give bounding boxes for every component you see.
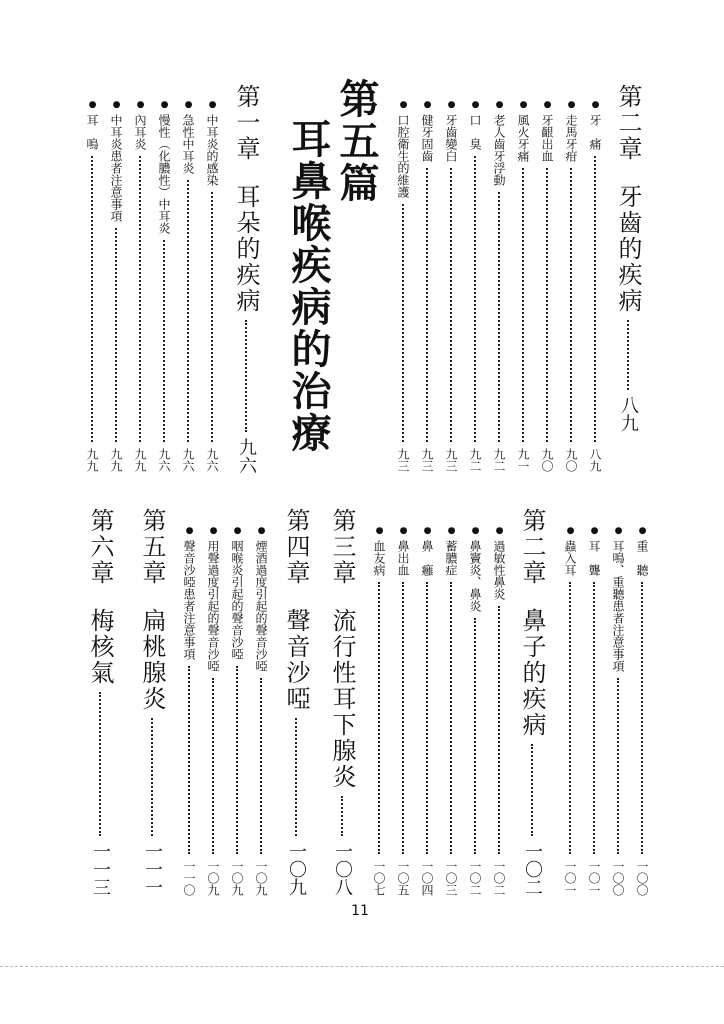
bullet-icon: ● <box>422 526 433 536</box>
bullet-icon: ● <box>565 526 576 536</box>
dot-leader <box>522 168 524 442</box>
item-title: 煙酒過度引起的聲音沙啞 <box>254 540 268 672</box>
item-title: 過敏性鼻炎 <box>492 540 506 600</box>
page-number: 一〇〇 <box>611 860 625 896</box>
page-number: 一〇二 <box>522 842 543 896</box>
toc-item[interactable] <box>469 100 481 472</box>
bullet-icon: ● <box>135 100 146 110</box>
chapter-label: 第二章 <box>518 508 546 586</box>
toc-item[interactable] <box>493 100 505 472</box>
item-title: 耳 鳴 <box>85 114 99 150</box>
scan-edge-divider <box>0 966 724 971</box>
dot-leader <box>474 156 476 442</box>
chapter-title: 扁桃腺炎 <box>138 608 166 712</box>
page-number: 一〇五 <box>396 860 410 896</box>
item-title: 血友病 <box>372 540 386 576</box>
toc-chapter-globus[interactable] <box>88 508 112 896</box>
item-title: 鼻 癰 <box>420 540 434 576</box>
toc-item[interactable] <box>589 100 601 472</box>
page-number: 一〇四 <box>420 860 434 896</box>
bullet-icon: ● <box>518 100 529 110</box>
dot-leader <box>99 692 101 836</box>
toc-item[interactable] <box>612 526 624 896</box>
toc-chapter-mumps[interactable] <box>330 508 354 896</box>
bullet-icon: ● <box>542 100 553 110</box>
page-number: 一〇九 <box>254 860 268 896</box>
toc-item[interactable] <box>231 526 243 896</box>
dot-leader <box>474 618 476 854</box>
item-title: 口 臭 <box>468 114 482 150</box>
toc-item[interactable] <box>183 526 195 896</box>
dot-leader <box>151 718 153 836</box>
dot-leader <box>163 240 165 442</box>
dot-leader <box>211 192 213 442</box>
dot-leader <box>402 582 404 854</box>
chapter-label: 第四章 <box>282 508 310 586</box>
item-title: 走馬牙疳 <box>564 114 578 162</box>
bullet-icon: ● <box>446 100 457 110</box>
item-title: 口腔衛生的維護 <box>396 114 410 198</box>
chapter-label: 第六章 <box>86 508 114 586</box>
page-number: 九九 <box>85 448 99 472</box>
page-number: 九〇 <box>540 448 554 472</box>
toc-item[interactable] <box>469 526 481 896</box>
dot-leader <box>188 666 190 854</box>
toc-item[interactable] <box>255 526 267 896</box>
item-title: 重 聽 <box>635 540 649 576</box>
page-number: 一〇一 <box>587 860 601 896</box>
item-title: 中耳炎的感染 <box>205 114 219 186</box>
bullet-icon: ● <box>422 100 433 110</box>
page-number: 一〇九 <box>206 860 220 896</box>
item-title: 牙齒變白 <box>444 114 458 162</box>
dot-leader <box>341 796 343 836</box>
item-title: 鼻竇炎、鼻炎 <box>468 540 482 612</box>
toc-item[interactable] <box>158 100 170 472</box>
page-number: 一〇九 <box>230 860 244 896</box>
dot-leader <box>115 228 117 442</box>
dot-leader <box>260 678 262 854</box>
item-title: 鼻出血 <box>396 540 410 576</box>
page-number: 九六 <box>181 448 195 472</box>
dot-leader <box>426 582 428 854</box>
toc-item[interactable] <box>397 526 409 896</box>
page-number: 一〇〇 <box>635 860 649 896</box>
item-title: 中耳炎患者注意事項 <box>109 114 123 222</box>
toc-item[interactable] <box>445 100 457 472</box>
item-title: 風火牙痛 <box>516 114 530 162</box>
bullet-icon: ● <box>398 526 409 536</box>
chapter-title: 牙齒的疾病 <box>614 184 642 314</box>
dot-leader <box>641 582 643 854</box>
item-title: 急性中耳炎 <box>181 114 195 174</box>
page-footer-number: 11 <box>351 903 369 919</box>
toc-item[interactable] <box>397 100 409 472</box>
item-title: 耳鳴、重聽患者注意事項 <box>611 540 625 672</box>
dot-leader <box>295 718 297 836</box>
bullet-icon: ● <box>87 100 98 110</box>
page-number: 八九 <box>618 396 639 432</box>
dot-leader <box>546 168 548 442</box>
bullet-icon: ● <box>184 526 195 536</box>
bullet-icon: ● <box>589 526 600 536</box>
toc-item[interactable] <box>373 526 385 896</box>
dot-leader <box>531 744 533 836</box>
dot-leader <box>594 156 596 442</box>
page-number: 一〇一 <box>563 860 577 896</box>
toc-item[interactable] <box>110 100 122 472</box>
bullet-icon: ● <box>111 100 122 110</box>
dot-leader <box>187 180 189 442</box>
page-number: 九六 <box>205 448 219 472</box>
bullet-icon: ● <box>207 100 218 110</box>
toc-chapter-nose[interactable] <box>520 508 544 896</box>
item-title: 蟲入耳 <box>563 540 577 576</box>
toc-item[interactable] <box>445 526 457 896</box>
chapter-label: 第一章 <box>232 84 260 162</box>
dot-leader <box>402 204 404 442</box>
item-title: 耳 聾 <box>587 540 601 576</box>
chapter-title: 流行性耳下腺炎 <box>328 608 356 790</box>
chapter-label: 第二章 <box>614 84 642 162</box>
bullet-icon: ● <box>159 100 170 110</box>
toc-item[interactable] <box>564 526 576 896</box>
page-number: 一〇七 <box>372 860 386 896</box>
chapter-label: 第五章 <box>138 508 166 586</box>
toc-item[interactable] <box>565 100 577 472</box>
toc-item[interactable] <box>636 526 648 896</box>
page-number: 一〇三 <box>444 860 458 896</box>
page-number: 九三 <box>420 448 434 472</box>
toc-item[interactable] <box>517 100 529 472</box>
dot-leader <box>236 666 238 854</box>
page-number: 一〇九 <box>286 842 307 896</box>
dot-leader <box>570 168 572 442</box>
item-title: 用聲過度引起的聲音沙啞 <box>206 540 220 672</box>
item-title: 慢性（化膿性）中耳炎 <box>157 114 171 234</box>
toc-item[interactable] <box>134 100 146 472</box>
toc-item[interactable] <box>588 526 600 896</box>
toc-item[interactable] <box>86 100 98 472</box>
bullet-icon: ● <box>256 526 267 536</box>
toc-item[interactable] <box>421 100 433 472</box>
bullet-icon: ● <box>613 526 624 536</box>
page-number: 一一三 <box>90 842 111 896</box>
bullet-icon: ● <box>183 100 194 110</box>
dot-leader <box>91 156 93 442</box>
bullet-icon: ● <box>566 100 577 110</box>
bullet-icon: ● <box>374 526 385 536</box>
dot-leader <box>627 320 629 390</box>
toc-item[interactable] <box>206 100 218 472</box>
page-number: 九二 <box>492 448 506 472</box>
item-title: 牙 痛 <box>588 114 602 150</box>
chapter-title: 聲音沙啞 <box>282 608 310 712</box>
page-number: 一〇二 <box>468 860 482 896</box>
dot-leader <box>569 582 571 854</box>
bullet-icon: ● <box>470 526 481 536</box>
item-title: 聲音沙啞患者注意事項 <box>182 540 196 660</box>
bullet-icon: ● <box>208 526 219 536</box>
dot-leader <box>593 582 595 854</box>
item-title: 牙齦出血 <box>540 114 554 162</box>
toc-item[interactable] <box>421 526 433 896</box>
part-title: 耳鼻喉疾病的治療 <box>285 118 331 454</box>
part-label: 第五篇 <box>333 78 379 204</box>
bullet-icon: ● <box>494 100 505 110</box>
dot-leader <box>426 168 428 442</box>
page-number: 九一 <box>516 448 530 472</box>
dot-leader <box>139 156 141 442</box>
page-number: 九〇 <box>564 448 578 472</box>
toc-chapter-tonsillitis[interactable] <box>140 508 164 896</box>
page-number: 一〇八 <box>332 842 353 896</box>
page-number: 八九 <box>588 448 602 472</box>
chapter-label: 第三章 <box>328 508 356 586</box>
dot-leader <box>617 678 619 854</box>
page-number: 九九 <box>109 448 123 472</box>
chapter-title: 梅核氣 <box>86 608 114 686</box>
dot-leader <box>450 168 452 442</box>
dot-leader <box>498 606 500 854</box>
page-number: 九九 <box>133 448 147 472</box>
bullet-icon: ● <box>232 526 243 536</box>
toc-chapter-ear[interactable] <box>234 84 258 474</box>
toc-item[interactable] <box>182 100 194 472</box>
page-number: 一一一 <box>142 842 163 896</box>
item-title: 蓄膿症 <box>444 540 458 576</box>
toc-item[interactable] <box>541 100 553 472</box>
bullet-icon: ● <box>637 526 648 536</box>
bullet-icon: ● <box>494 526 505 536</box>
item-title: 咽喉炎引起的聲音沙啞 <box>230 540 244 660</box>
page-number: 一〇二 <box>492 860 506 896</box>
page-number: 一一〇 <box>182 860 196 896</box>
bullet-icon: ● <box>590 100 601 110</box>
dot-leader <box>450 582 452 854</box>
chapter-title: 耳朵的疾病 <box>232 184 260 314</box>
chapter-title: 鼻子的疾病 <box>518 608 546 738</box>
dot-leader <box>245 320 247 432</box>
item-title: 老人齒牙浮動 <box>492 114 506 186</box>
toc-chapter-hoarseness[interactable] <box>284 508 308 896</box>
bullet-icon: ● <box>398 100 409 110</box>
item-title: 健牙固齒 <box>420 114 434 162</box>
toc-item[interactable] <box>207 526 219 896</box>
page-number: 九三 <box>444 448 458 472</box>
toc-chapter-teeth[interactable] <box>616 84 640 432</box>
toc-item[interactable] <box>493 526 505 896</box>
item-title: 內耳炎 <box>133 114 147 150</box>
dot-leader <box>212 678 214 854</box>
page-number: 九三 <box>396 448 410 472</box>
dot-leader <box>378 582 380 854</box>
page-number: 九六 <box>157 448 171 472</box>
bullet-icon: ● <box>470 100 481 110</box>
page-number: 九二 <box>468 448 482 472</box>
dot-leader <box>498 192 500 442</box>
page-number: 九六 <box>236 438 257 474</box>
bullet-icon: ● <box>446 526 457 536</box>
